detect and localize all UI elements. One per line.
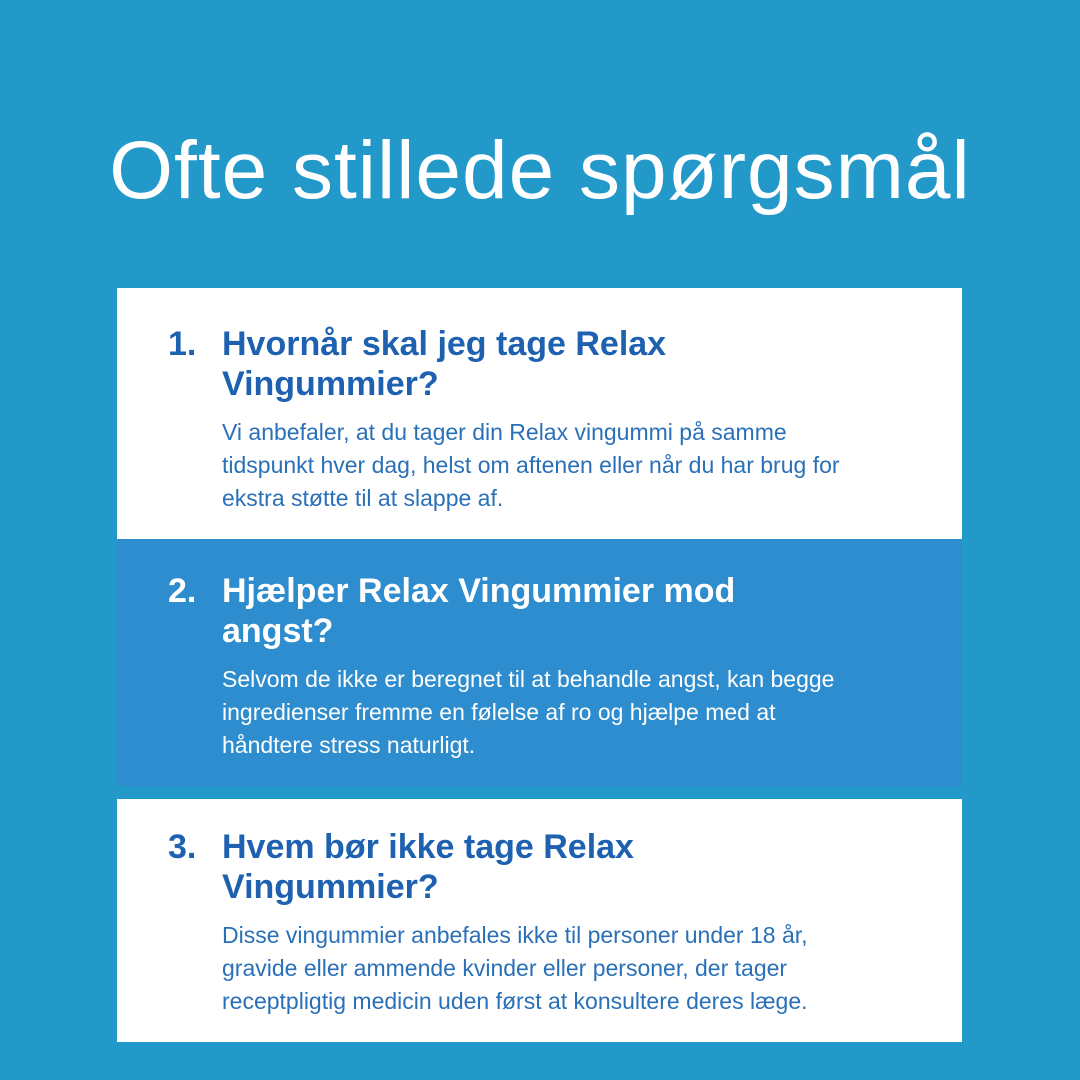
faq-content-3 [222, 827, 922, 1018]
faq-card-1 [117, 288, 962, 539]
faq-content-1 [222, 324, 922, 515]
faq-content-2 [222, 571, 922, 762]
faq-number-1: 1. [168, 325, 197, 363]
faq-card-2 [117, 539, 962, 786]
faq-number-3: 3. [168, 828, 197, 866]
faq-answer-1: Vi anbefaler, at du tager din Relax vingummi på samme tidspunkt hver dag, helst om aftenen eller når du har brug for ekstra støtte til at slappe af. [222, 419, 840, 511]
faq-list [117, 288, 962, 1042]
faq-number-2: 2. [168, 572, 197, 610]
faq-question-1: Hvornår skal jeg tage Relax Vingummier? [222, 325, 667, 403]
faq-question-2: Hjælper Relax Vingummier mod angst? [222, 572, 736, 650]
page-title: Ofte stillede spørgsmål [109, 125, 971, 216]
faq-question-3: Hvem bør ikke tage Relax Vingummier? [222, 828, 634, 906]
faq-card-3 [117, 799, 962, 1042]
faq-answer-2: Selvom de ikke er beregnet til at behandle angst, kan begge ingredienser fremme en følelse af ro og hjælpe med at håndtere stress naturligt. [222, 666, 835, 758]
faq-answer-3: Disse vingummier anbefales ikke til personer under 18 år, gravide eller ammende kvinder eller personer, der tager receptpligtig medicin uden først at konsultere deres læge. [222, 922, 808, 1014]
